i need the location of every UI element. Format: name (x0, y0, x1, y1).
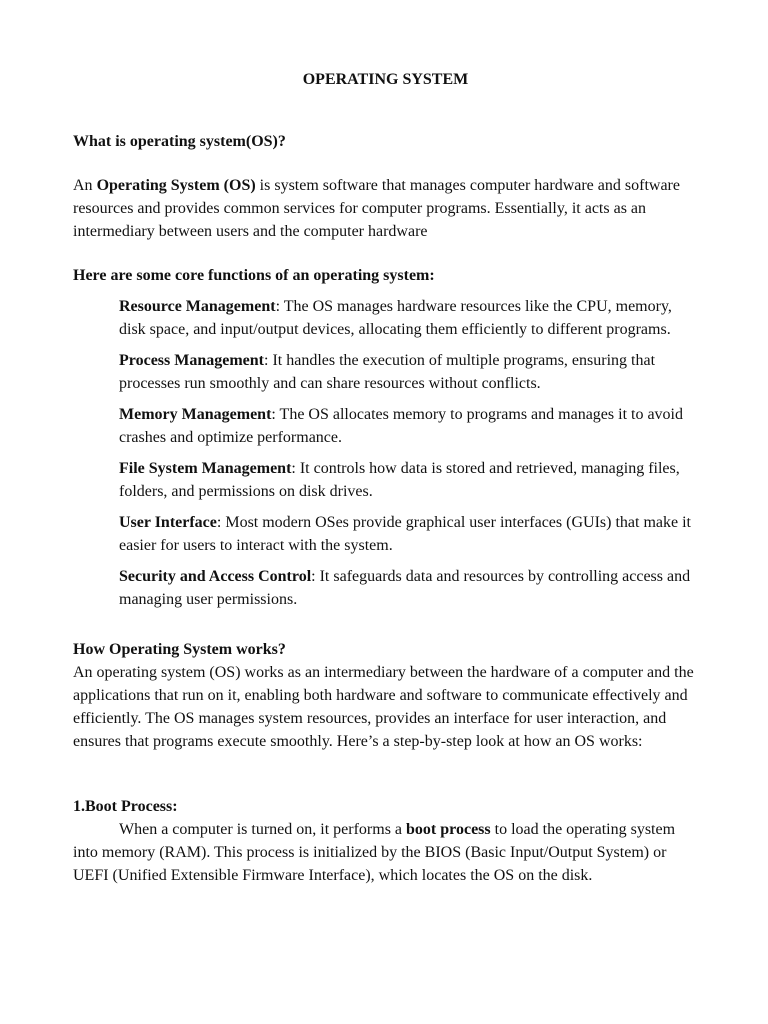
boot-term: boot process (406, 821, 491, 838)
intro-term: Operating System (OS) (96, 177, 256, 194)
intro-paragraph (73, 174, 698, 243)
function-term: Security and Access Control (119, 568, 312, 585)
function-text: : It safeguards data and resources by controlling access and managing user permissions. (119, 568, 691, 608)
function-item (119, 295, 699, 341)
boot-process-paragraph (73, 818, 698, 887)
intro-lead: An (73, 177, 97, 194)
boot-rest: to load the operating system into memory (RAM). This process is initialized by the BIOS (Basic Input/Output System) or UEFI (Unified Extensible Firmware Interface), which locates the OS on the disk. (73, 821, 676, 884)
how-it-works-paragraph: An operating system (OS) works as an intermediary between the hardware of a computer and the applications that run on it, enabling both hardware and software to communicate effectively and efficiently. The OS manages system resources, provides an interface for user interaction, and ensures that programs execute smoothly. Here’s a step-by-step look at how an OS works: (73, 664, 694, 750)
function-term: Memory Management (119, 406, 272, 423)
core-functions-list (119, 295, 699, 619)
intro-rest: is system software that manages computer hardware and software resources and provides common services for computer programs. Essentially, it acts as an intermediary between users and the computer hardware (73, 177, 680, 240)
function-item (119, 349, 699, 395)
function-item (119, 565, 699, 611)
document-title: OPERATING SYSTEM (302, 71, 469, 88)
function-item (119, 511, 699, 557)
boot-lead: When a computer is turned on, it performs a (119, 821, 407, 838)
how-it-works-heading: How Operating System works? (73, 641, 286, 658)
question-heading: What is operating system(OS)? (73, 133, 286, 150)
function-text: : It controls how data is stored and retrieved, managing files, folders, and permissions on disk drives. (119, 460, 680, 500)
function-term: Process Management (119, 352, 264, 369)
function-item (119, 403, 699, 449)
boot-process-heading: 1.Boot Process: (73, 798, 178, 815)
function-item (119, 457, 699, 503)
core-functions-heading: Here are some core functions of an operating system: (73, 267, 435, 284)
function-text: : It handles the execution of multiple programs, ensuring that processes run smoothly and can share resources without conflicts. (119, 352, 656, 392)
function-term: User Interface (119, 514, 217, 531)
function-term: Resource Management (119, 298, 276, 315)
function-text: : Most modern OSes provide graphical user interfaces (GUIs) that make it easier for users to interact with the system. (119, 514, 691, 554)
function-text: : The OS allocates memory to programs and manages it to avoid crashes and optimize performance. (119, 406, 683, 446)
function-term: File System Management (119, 460, 292, 477)
function-text: : The OS manages hardware resources like the CPU, memory, disk space, and input/output devices, allocating them efficiently to different programs. (119, 298, 672, 338)
